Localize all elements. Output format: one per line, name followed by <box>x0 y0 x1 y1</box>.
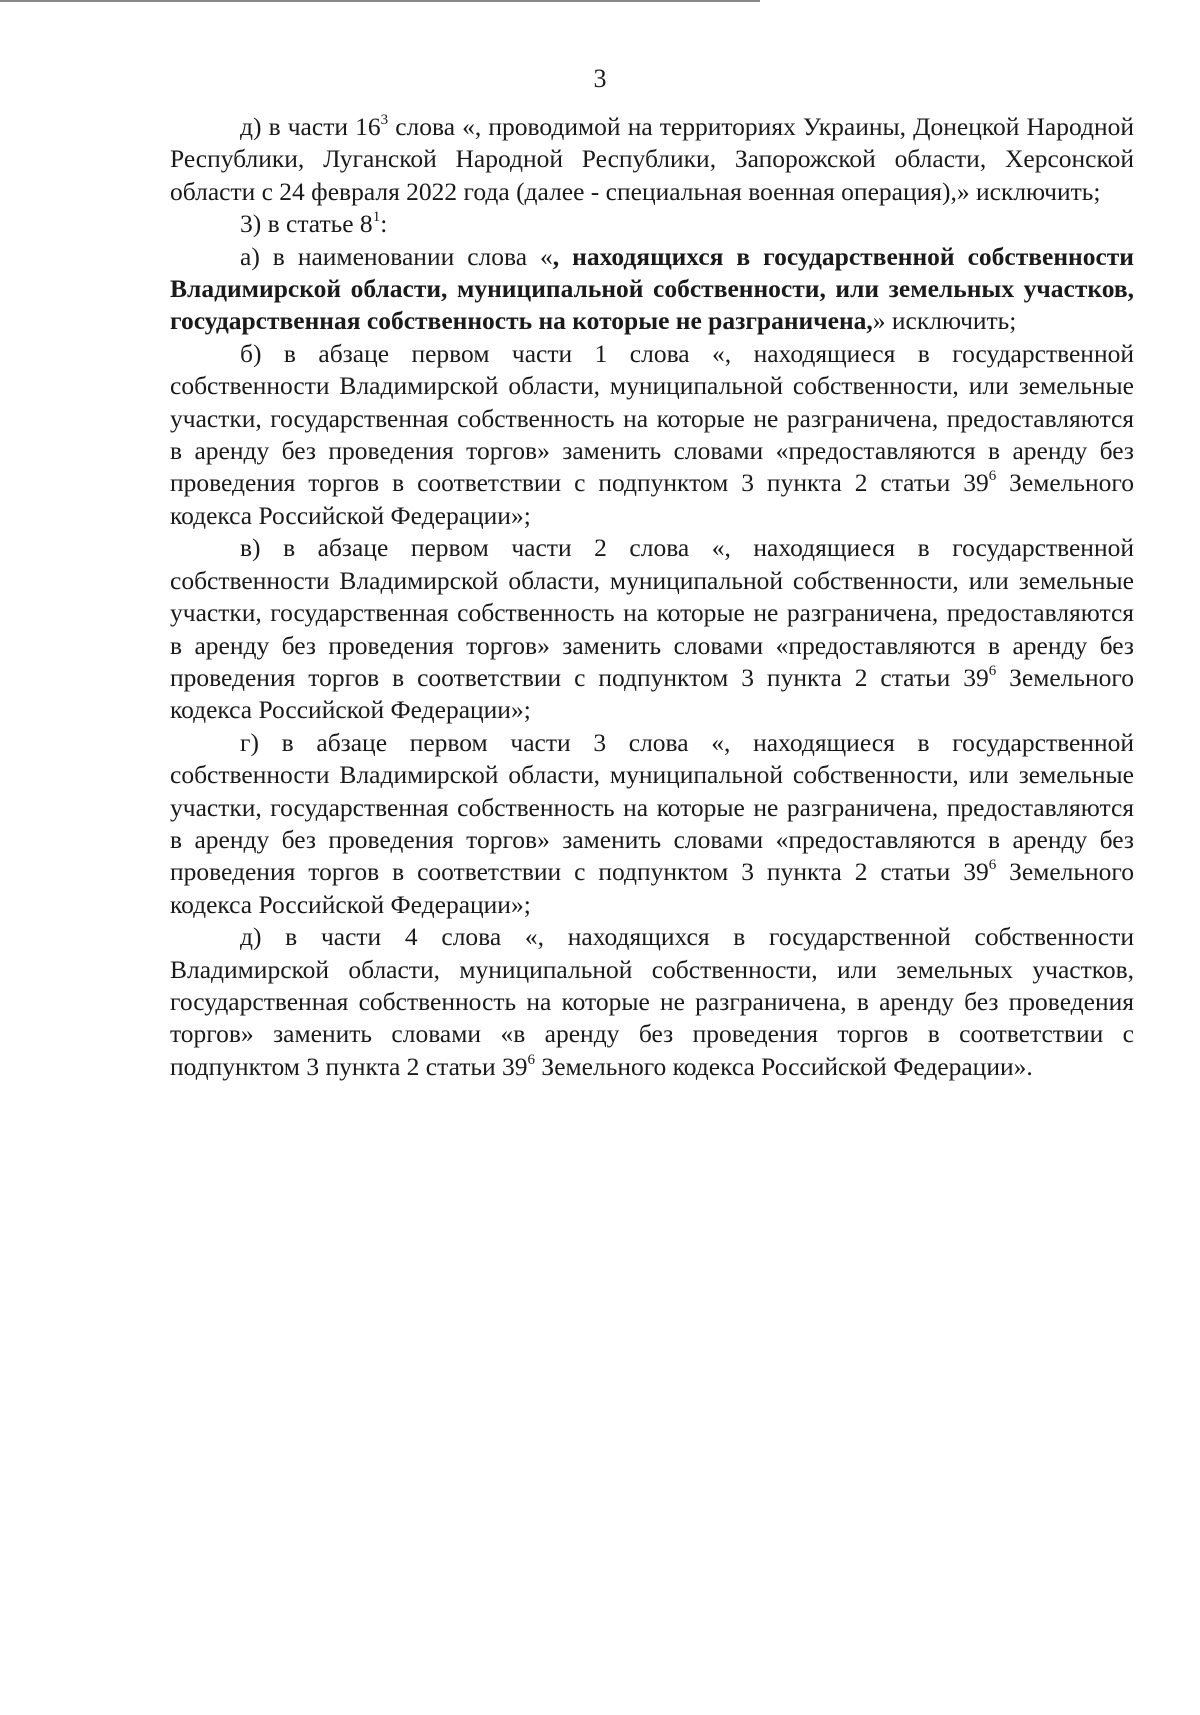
document-body <box>170 111 1134 1083</box>
paragraph-g <box>170 727 1134 921</box>
paragraph-d-part-16 <box>170 111 1134 208</box>
paragraph-v <box>170 532 1134 726</box>
superscript: 1 <box>372 209 381 226</box>
paragraph-text: 3) в статье 8 <box>240 209 373 239</box>
page-number: 3 <box>593 64 607 93</box>
paragraph-text: : <box>380 209 388 239</box>
paragraph-text: Земельного кодекса Российской Федерации»; <box>170 468 1135 530</box>
paragraph-text: б) в абзаце первом части 1 слова «, находящиеся в государственной собственности Владимирской области, муниципальной собственности, или земельные участки, государственная собственность на которые не разграничена, предоставляются в аренду без проведения торгов» заменить словами «предоставляются в аренду без проведения торгов в соответствии с подпунктом 3 пункта 2 статьи 39 <box>170 338 1134 498</box>
paragraph-text: слова «, проводимой на территориях Украины, Донецкой Народной Республики, Луганской Народной Республики, Запорожской области, Херсонской области с 24 февраля 2022 года (далее - специальная военная операция),» исключить; <box>170 112 1134 206</box>
superscript: 6 <box>988 857 997 874</box>
paragraph-text: г) в абзаце первом части 3 слова «, находящиеся в государственной собственности Владимирской области, муниципальной собственности, или земельные участки, государственная собственность на которые не разграничена, предоставляются в аренду без проведения торгов» заменить словами «предоставляются в аренду без проведения торгов в соответствии с подпунктом 3 пункта 2 статьи 39 <box>170 727 1134 887</box>
paragraph-text: д) в части 16 <box>240 112 381 141</box>
paragraph-text: Земельного кодекса Российской Федерации»; <box>170 662 1135 725</box>
superscript: 6 <box>988 468 997 485</box>
scan-edge-line <box>0 0 760 2</box>
paragraph-a <box>170 241 1134 338</box>
bold-quoted-text: , находящихся в государственной собственности Владимирской области, муниципальной собственности, или земельных участков, государственная собственность на которые не разграничена, <box>170 241 1135 336</box>
paragraph-text: д) в части 4 слова «, находящихся в государственной собственности Владимирской области, муниципальной собственности, или земельных участков, государственная собственность на которые не разграничена, в аренду без проведения торгов» заменить словами «в аренду без проведения торгов в соответствии с подпунктом 3 пункта 2 статьи 39 <box>170 922 1134 1081</box>
paragraph-text: Земельного кодекса Российской Федерации». <box>535 1051 1033 1081</box>
paragraph-item-3 <box>170 208 1134 240</box>
paragraph-text: Земельного кодекса Российской Федерации»; <box>170 857 1135 919</box>
paragraph-b <box>170 338 1134 532</box>
superscript: 6 <box>527 1051 536 1068</box>
paragraph-text: в) в абзаце первом части 2 слова «, находящиеся в государственной собственности Владимирской области, муниципальной собственности, или земельные участки, государственная собственность на которые не разграничена, предоставляются в аренду без проведения торгов» заменить словами «предоставляются в аренду без проведения торгов в соответствии с подпунктом 3 пункта 2 статьи 39 <box>170 533 1134 692</box>
paragraph-text: а) в наименовании слова « <box>240 241 553 271</box>
superscript: 3 <box>380 112 389 128</box>
paragraph-d-part-4 <box>170 921 1134 1083</box>
superscript: 6 <box>988 662 997 679</box>
paragraph-text: » исключить; <box>872 306 1017 336</box>
